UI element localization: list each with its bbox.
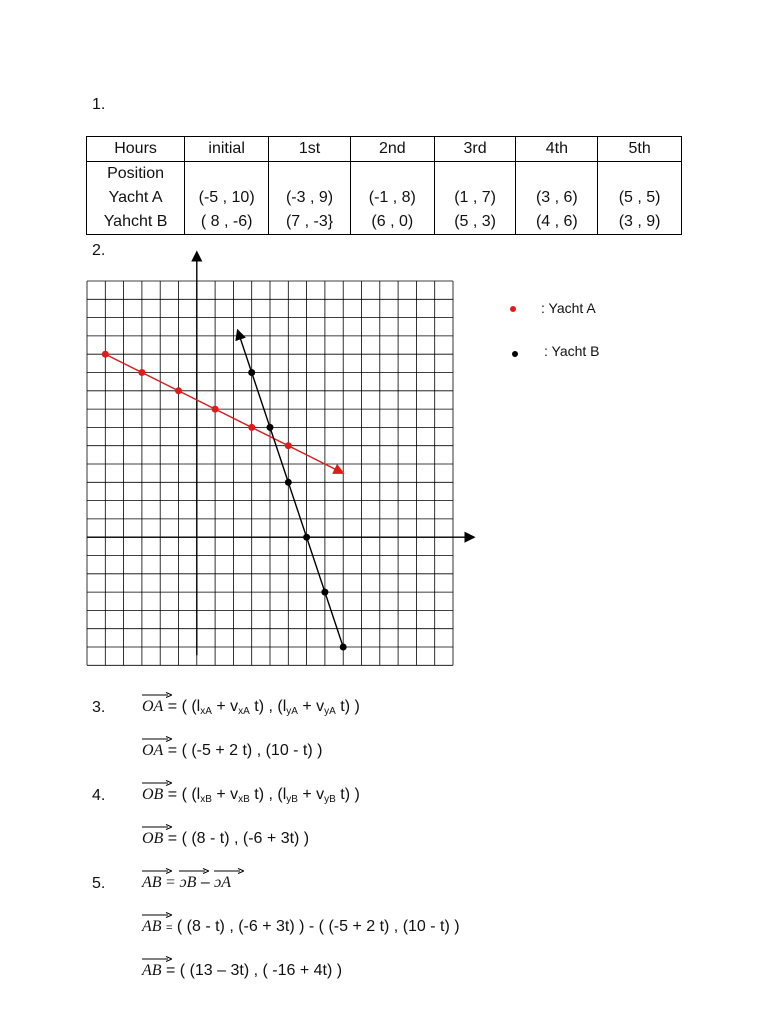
axes [87, 256, 470, 655]
vector-oa [142, 692, 163, 716]
header-1st: 1st [269, 137, 351, 162]
yacht-a-label: Yacht A [108, 189, 163, 206]
eq-sub: yB [324, 794, 336, 805]
eq-text: t) ) [335, 698, 360, 715]
eq-sub: yB [286, 794, 298, 805]
header-2nd: 2nd [350, 137, 434, 162]
question-5-number: 5. [92, 875, 106, 892]
vector-ob [142, 780, 163, 804]
question-1-number: 1. [92, 96, 106, 113]
path-lines [105, 334, 343, 647]
yacht-b-point [248, 369, 255, 376]
vector-oa-term [214, 868, 231, 892]
equation-5-line-2 [142, 912, 460, 936]
vector-ab [142, 868, 162, 892]
vector-arrow-icon [142, 736, 172, 742]
eq-text: + v [211, 698, 239, 715]
vector-label: OB [142, 830, 164, 847]
yacht-b-path [239, 334, 343, 647]
eq-text: + v [297, 698, 325, 715]
position-label: Position [107, 165, 165, 182]
equals-sign: = [167, 698, 178, 715]
question-2-number: 2. [92, 242, 106, 259]
yacht-a-point [285, 442, 292, 449]
cell-value: (3 , 9) [618, 213, 661, 230]
equals-sign: = [166, 922, 173, 934]
legend-label-yacht-a: : Yacht A [541, 300, 596, 316]
vector-label: AB [142, 962, 162, 979]
equation-4-line-2 [142, 824, 309, 848]
legend-dot-yacht-b [512, 351, 518, 357]
vector-arrow-icon [142, 956, 172, 962]
legend-label-yacht-b: : Yacht B [544, 343, 600, 359]
yacht-a-point [175, 387, 182, 394]
legend-dot-yacht-a [510, 306, 516, 312]
vector-arrow-icon [142, 868, 172, 874]
header-3rd: 3rd [434, 137, 516, 162]
equals-sign: = [167, 786, 178, 803]
eq-sub: xA [200, 706, 212, 717]
equals-sign: = [166, 874, 176, 891]
cell-value: (5 , 5) [618, 189, 661, 206]
cell-value: (3 , 6) [535, 189, 578, 206]
yacht-a-point [138, 369, 145, 376]
vector-label: ɔB [179, 874, 197, 891]
equation-3-line-2 [142, 736, 322, 760]
cell-value: (7 , -3} [285, 213, 334, 230]
grid-lines [87, 281, 453, 665]
vector-arrow-icon [142, 780, 172, 786]
eq-sub: xB [200, 794, 212, 805]
cell-value: (4 , 6) [535, 213, 578, 230]
eq-text: t) , (l [249, 786, 287, 803]
vector-arrow-icon [142, 692, 172, 698]
eq-sub: yA [286, 706, 298, 717]
eq-text: t) ) [335, 786, 360, 803]
eq-text: = ( (8 - t) , (-6 + 3t) ) [167, 830, 310, 847]
vector-label: AB [142, 918, 162, 935]
eq-text: t) , (l [249, 698, 287, 715]
cell-value: (5 , 3) [454, 213, 496, 230]
eq-sub: xA [238, 706, 250, 717]
cell-value: (-1 , 8) [368, 189, 416, 206]
eq-text: ( (8 - t) , (-6 + 3t) ) - ( (-5 + 2 t) , (10 - t) ) [176, 918, 460, 935]
vector-oa [142, 736, 163, 760]
vector-arrow-icon [142, 824, 172, 830]
vector-arrow-icon [214, 868, 244, 874]
vector-label: OA [142, 698, 164, 715]
yacht-a-point [212, 406, 219, 413]
eq-text: ( (l [181, 786, 201, 803]
question-3-number: 3. [92, 699, 106, 716]
equation-3-line-1 [142, 692, 360, 717]
vector-ab [142, 956, 162, 980]
question-4-number: 4. [92, 787, 106, 804]
vector-ob-term [179, 868, 196, 892]
header-initial: initial [185, 137, 269, 162]
vector-label: OB [142, 786, 164, 803]
vector-ob [142, 824, 163, 848]
eq-text: = ( (13 – 3t) , ( -16 + 4t) ) [166, 962, 343, 979]
header-4th: 4th [516, 137, 598, 162]
header-5th: 5th [598, 137, 682, 162]
header-hours: Hours [87, 137, 185, 162]
yacht-a-point [248, 424, 255, 431]
yacht-b-point [340, 644, 347, 651]
equation-4-line-1 [142, 780, 360, 805]
equation-5-line-1 [142, 868, 231, 892]
cell-value: (1 , 7) [454, 189, 496, 206]
yacht-b-point [321, 589, 328, 596]
vector-arrow-icon [179, 868, 209, 874]
yacht-a-point [102, 351, 109, 358]
eq-sub: yA [324, 706, 336, 717]
eq-text: ( (l [181, 698, 201, 715]
vector-label: AB [142, 874, 162, 891]
vector-ab [142, 912, 162, 936]
yacht-b-point [285, 479, 292, 486]
cell-value: (-5 , 10) [198, 189, 255, 206]
cell-value: (-3 , 9) [285, 189, 334, 206]
vector-label: ɔA [214, 874, 232, 891]
yacht-b-label: Yahcht B [103, 213, 168, 230]
yacht-b-point [303, 534, 310, 541]
eq-text: + v [211, 786, 239, 803]
minus-sign: – [200, 874, 210, 891]
cell-value: (6 , 0) [371, 213, 414, 230]
eq-text: + v [297, 786, 325, 803]
eq-text: = ( (-5 + 2 t) , (10 - t) ) [167, 742, 323, 759]
vector-label: OA [142, 742, 164, 759]
cell-value: ( 8 , -6) [200, 213, 253, 230]
equation-5-line-3 [142, 956, 342, 980]
eq-sub: xB [238, 794, 250, 805]
vector-arrow-icon [142, 912, 172, 918]
yacht-b-point [267, 424, 274, 431]
